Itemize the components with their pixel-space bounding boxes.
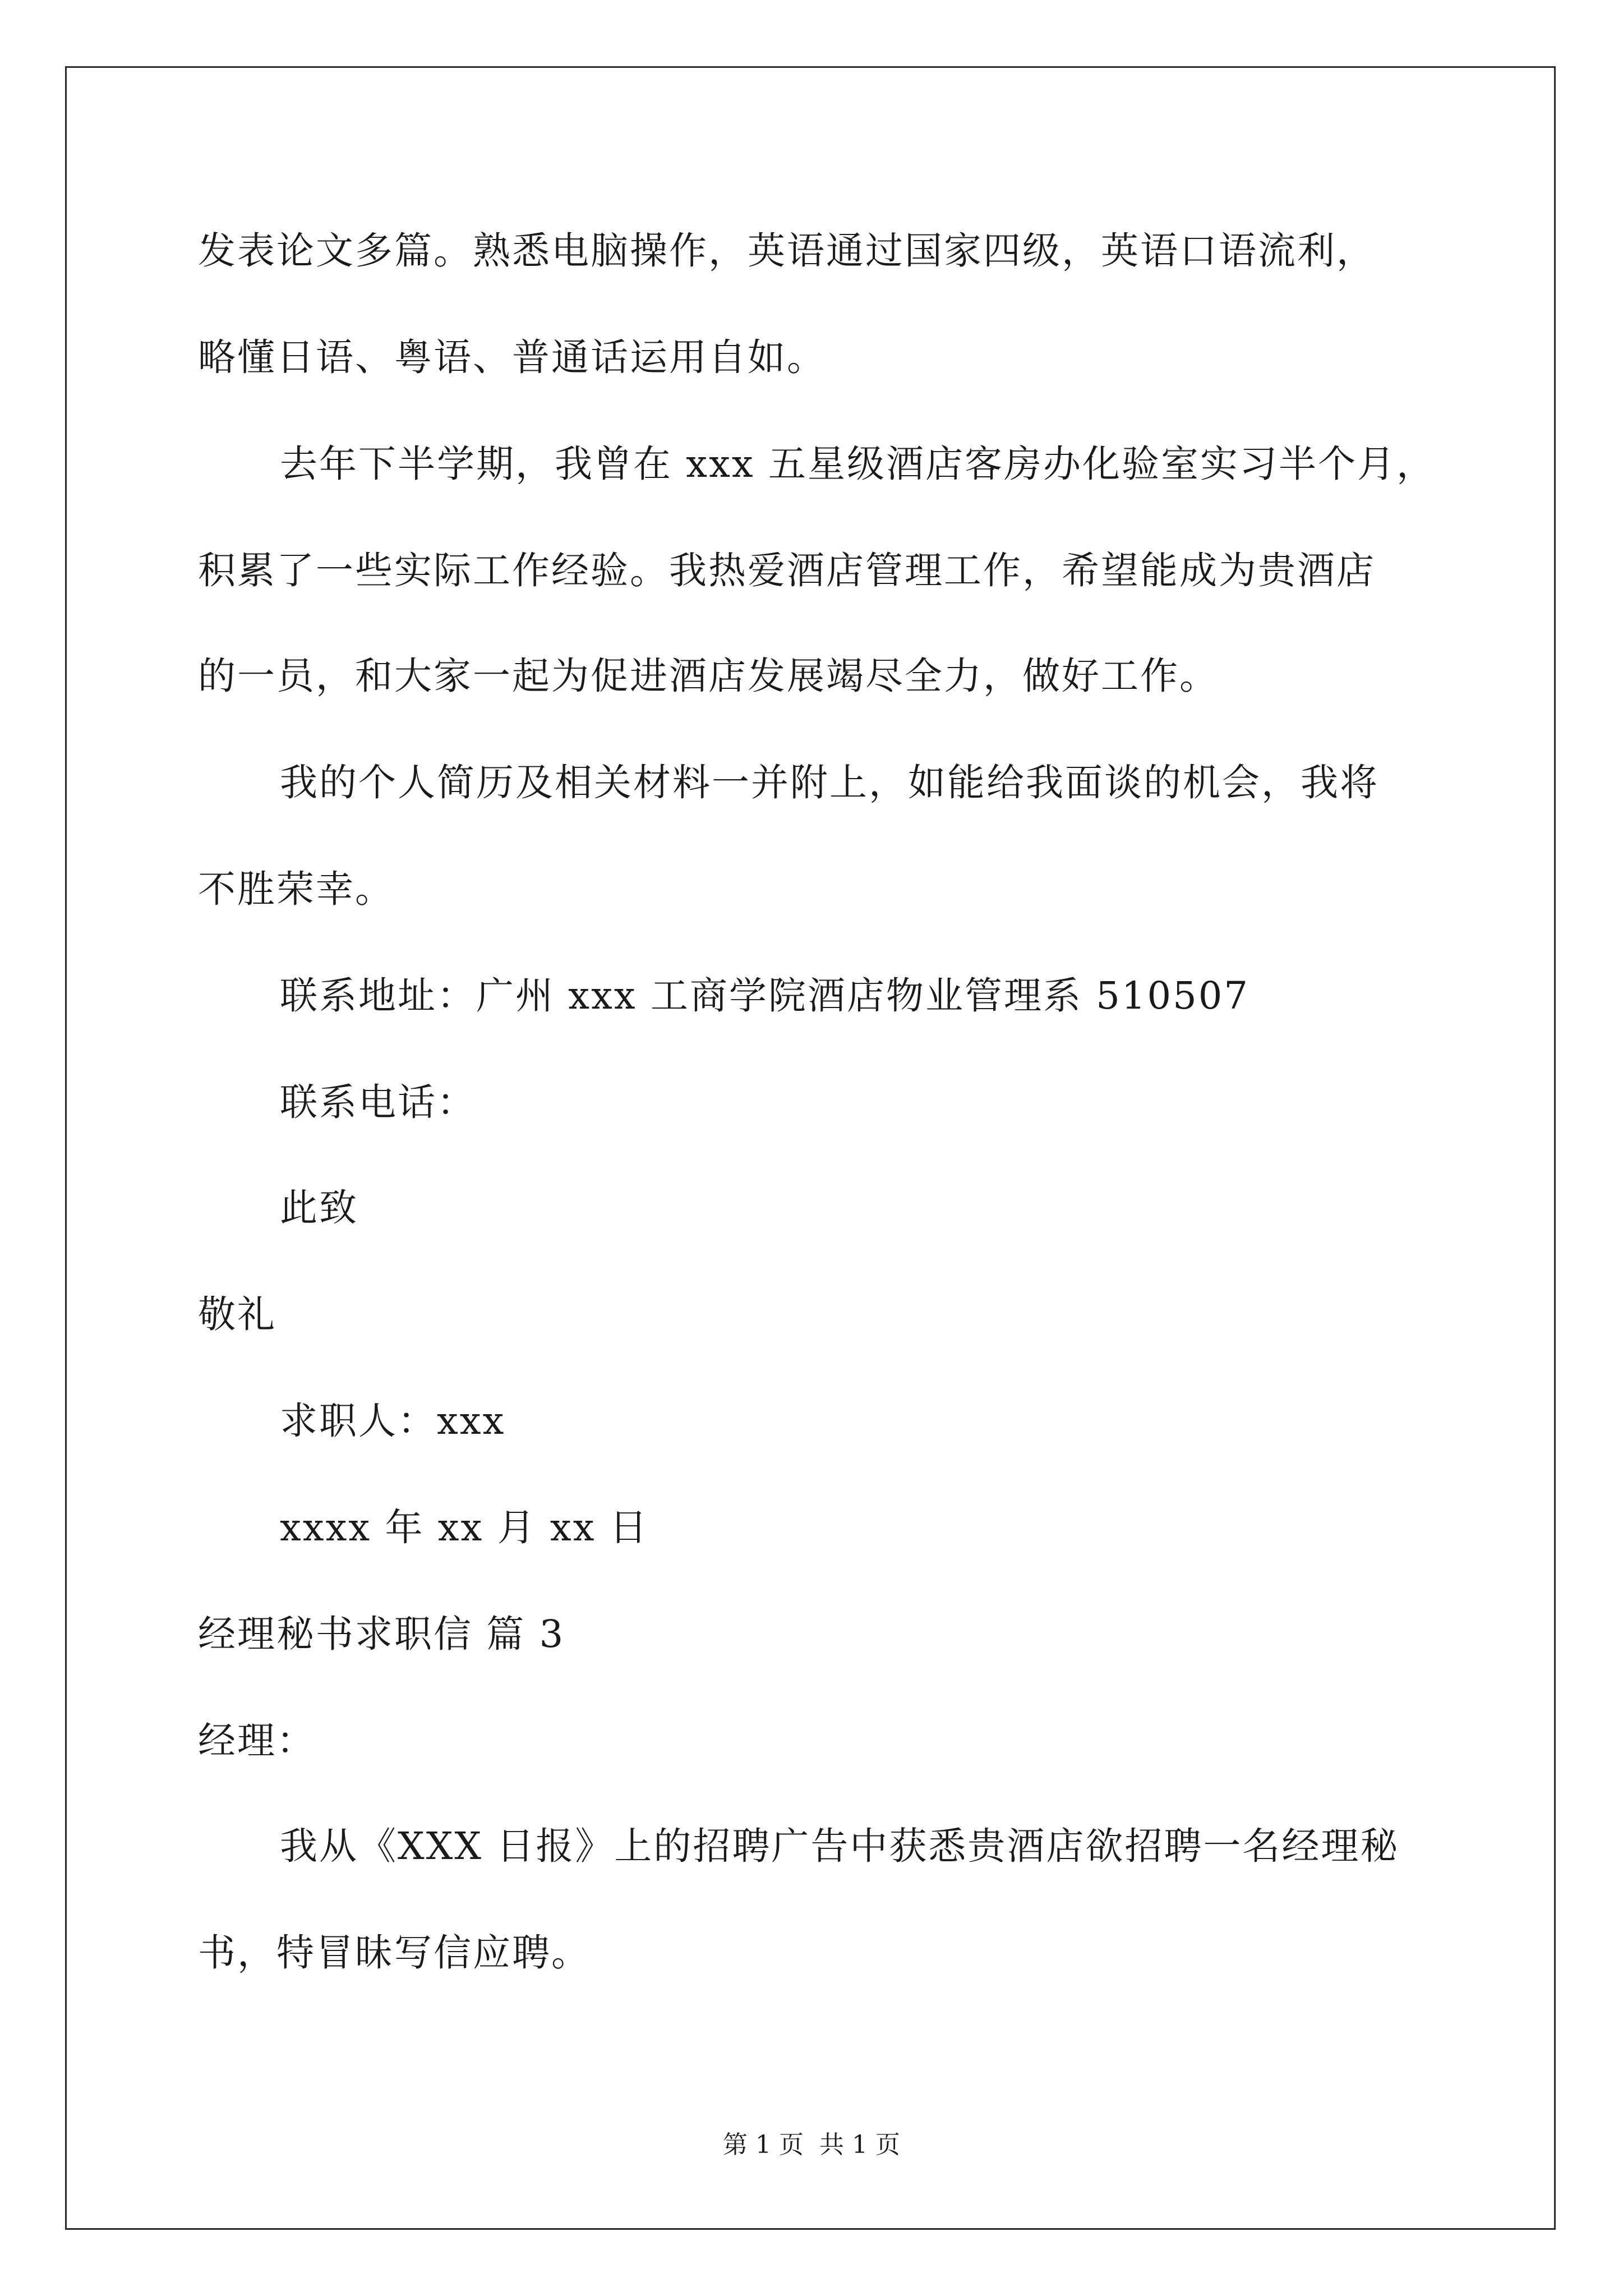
page-footer bbox=[0, 2133, 1623, 2157]
body-line: 略懂日语、粤语、普通话运用自如。 bbox=[198, 335, 826, 379]
body-line: 书，特冒昧写信应聘。 bbox=[198, 1931, 591, 1975]
phone-line: 联系电话： bbox=[280, 1080, 476, 1124]
body-line: 我从《XXX 日报》上的招聘广告中获悉贵酒店欲招聘一名经理秘 bbox=[280, 1824, 1400, 1868]
address-line: 联系地址：广州 xxx 工商学院酒店物业管理系 510507 bbox=[280, 974, 1250, 1018]
addressee-line: 经理： bbox=[198, 1719, 316, 1763]
applicant-line: 求职人：xxx bbox=[280, 1399, 506, 1443]
page-total: 共 1 页 bbox=[819, 2131, 900, 2159]
salutation-line: 敬礼 bbox=[198, 1292, 276, 1336]
body-line: 发表论文多篇。熟悉电脑操作，英语通过国家四级，英语口语流利， bbox=[198, 229, 1376, 273]
page-number: 第 1 页 bbox=[723, 2131, 804, 2159]
section-heading: 经理秘书求职信 篇 3 bbox=[198, 1612, 565, 1656]
page-border bbox=[65, 66, 1556, 2230]
body-line: 积累了一些实际工作经验。我热爱酒店管理工作，希望能成为贵酒店 bbox=[198, 549, 1376, 592]
body-line: 不胜荣幸。 bbox=[198, 867, 394, 911]
closing-line: 此致 bbox=[280, 1186, 358, 1230]
body-line: 去年下半学期，我曾在 xxx 五星级酒店客房办化验室实习半个月， bbox=[280, 442, 1436, 486]
body-line: 我的个人简历及相关材料一并附上，如能给我面谈的机会，我将 bbox=[280, 761, 1379, 804]
date-line: xxxx 年 xx 月 xx 日 bbox=[280, 1506, 649, 1549]
body-line: 的一员，和大家一起为促进酒店发展竭尽全力，做好工作。 bbox=[198, 654, 1219, 698]
